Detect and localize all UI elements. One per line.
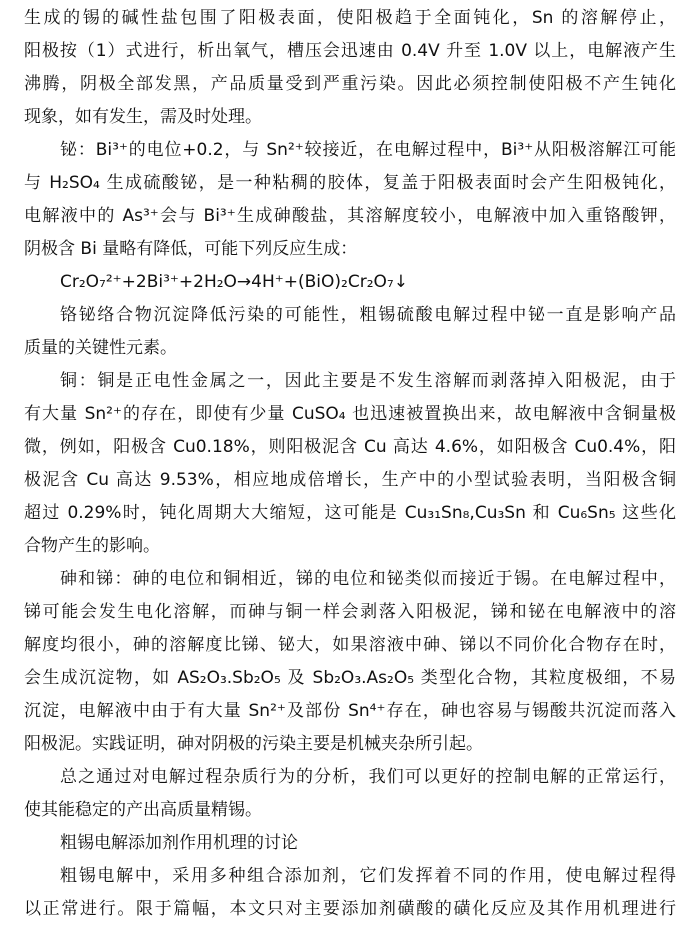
text-line: 锑可能会发生电化溶解，而砷与铜一样会剥落入阳极泥，锑和铋在电解液中的溶 — [24, 602, 676, 622]
text-line: 解度均很小，砷的溶解度比锑、铋大，如果溶液中砷、锑以不同价化合物存在时， — [24, 635, 676, 655]
text-line: 铜：铜是正电性金属之一，因此主要是不发生溶解而剥落掉入阳极泥，由于 — [60, 371, 676, 391]
text-line: 超过 0.29%时，钝化周期大大缩短，这可能是 Cu₃₁Sn₈,Cu₃Sn 和 Cu₆Sn₅ 这些化 — [24, 503, 676, 523]
text-line: 铋：Bi³⁺的电位+0.2，与 Sn²⁺较接近，在电解过程中，Bi³⁺从阳极溶解江可能 — [60, 140, 676, 160]
text-line: 微，例如，阳极含 Cu0.18%，则阳极泥含 Cu 高达 4.6%，如阳极含 Cu0.4%，阳 — [24, 437, 676, 457]
text-line: 合物产生的影响。 — [24, 536, 160, 556]
section-heading: 粗锡电解添加剂作用机理的讨论 — [60, 833, 298, 853]
text-line: 电解液中的 As³⁺会与 Bi³⁺生成砷酸盐，其溶解度较小，电解液中加入重铬酸钾， — [24, 206, 676, 226]
text-line: 沸腾，阴极全部发黑，产品质量受到严重污染。因此必须控制使阳极不产生钝化 — [24, 74, 676, 94]
text-line: 沉淀，电解液中由于有大量 Sn²⁺及部份 Sn⁴⁺存在，砷也容易与锡酸共沉淀而落入 — [24, 701, 676, 721]
text-line: 极泥含 Cu 高达 9.53%，相应地成倍增长，生产中的小型试验表明，当阳极含铜 — [24, 470, 676, 490]
text-line: 会生成沉淀物，如 AS₂O₃.Sb₂O₅ 及 Sb₂O₃.As₂O₅ 类型化合物，其粒度极细，不易 — [24, 668, 676, 688]
text-line: 阳极泥。实践证明，砷对阴极的污染主要是机械夹杂所引起。 — [24, 734, 483, 754]
text-line: 生成的锡的碱性盐包围了阳极表面，使阳极趋于全面钝化，Sn 的溶解停止， — [24, 8, 676, 28]
text-line: 铬铋络合物沉淀降低污染的可能性，粗锡硫酸电解过程中铋一直是影响产品 — [60, 305, 676, 325]
text-line: 砷和锑：砷的电位和铜相近，锑的电位和铋类似而接近于锡。在电解过程中， — [60, 569, 676, 589]
text-line: 总之通过对电解过程杂质行为的分析，我们可以更好的控制电解的正常运行， — [60, 767, 676, 787]
text-line: 使其能稳定的产出高质量精锡。 — [24, 800, 262, 820]
text-line: 质量的关键性元素。 — [24, 338, 177, 358]
text-line: 与 H₂SO₄ 生成硫酸铋，是一种粘稠的胶体，复盖于阳极表面时会产生阳极钝化， — [24, 173, 676, 193]
text-line: 粗锡电解中，采用多种组合添加剂，它们发挥着不同的作用，使电解过程得 — [60, 866, 676, 886]
text-line: 有大量 Sn²⁺的存在，即使有少量 CuSO₄ 也迅速被置换出来，故电解液中含铜量极 — [24, 404, 676, 424]
text-line: 现象，如有发生，需及时处理。 — [24, 107, 262, 127]
text-line: 阳极按（1）式进行，析出氧气，槽压会迅速由 0.4V 升至 1.0V 以上，电解液产生 — [24, 41, 676, 61]
equation-line: Cr₂O₇²⁺+2Bi³⁺+2H₂O→4H⁺+(BiO)₂Cr₂O₇↓ — [60, 272, 408, 292]
text-line: 以正常进行。限于篇幅，本文只对主要添加剂磺酸的磺化反应及其作用机理进行 — [24, 899, 676, 919]
text-line: 阴极含 Bi 量略有降低，可能下列反应生成： — [24, 239, 358, 259]
